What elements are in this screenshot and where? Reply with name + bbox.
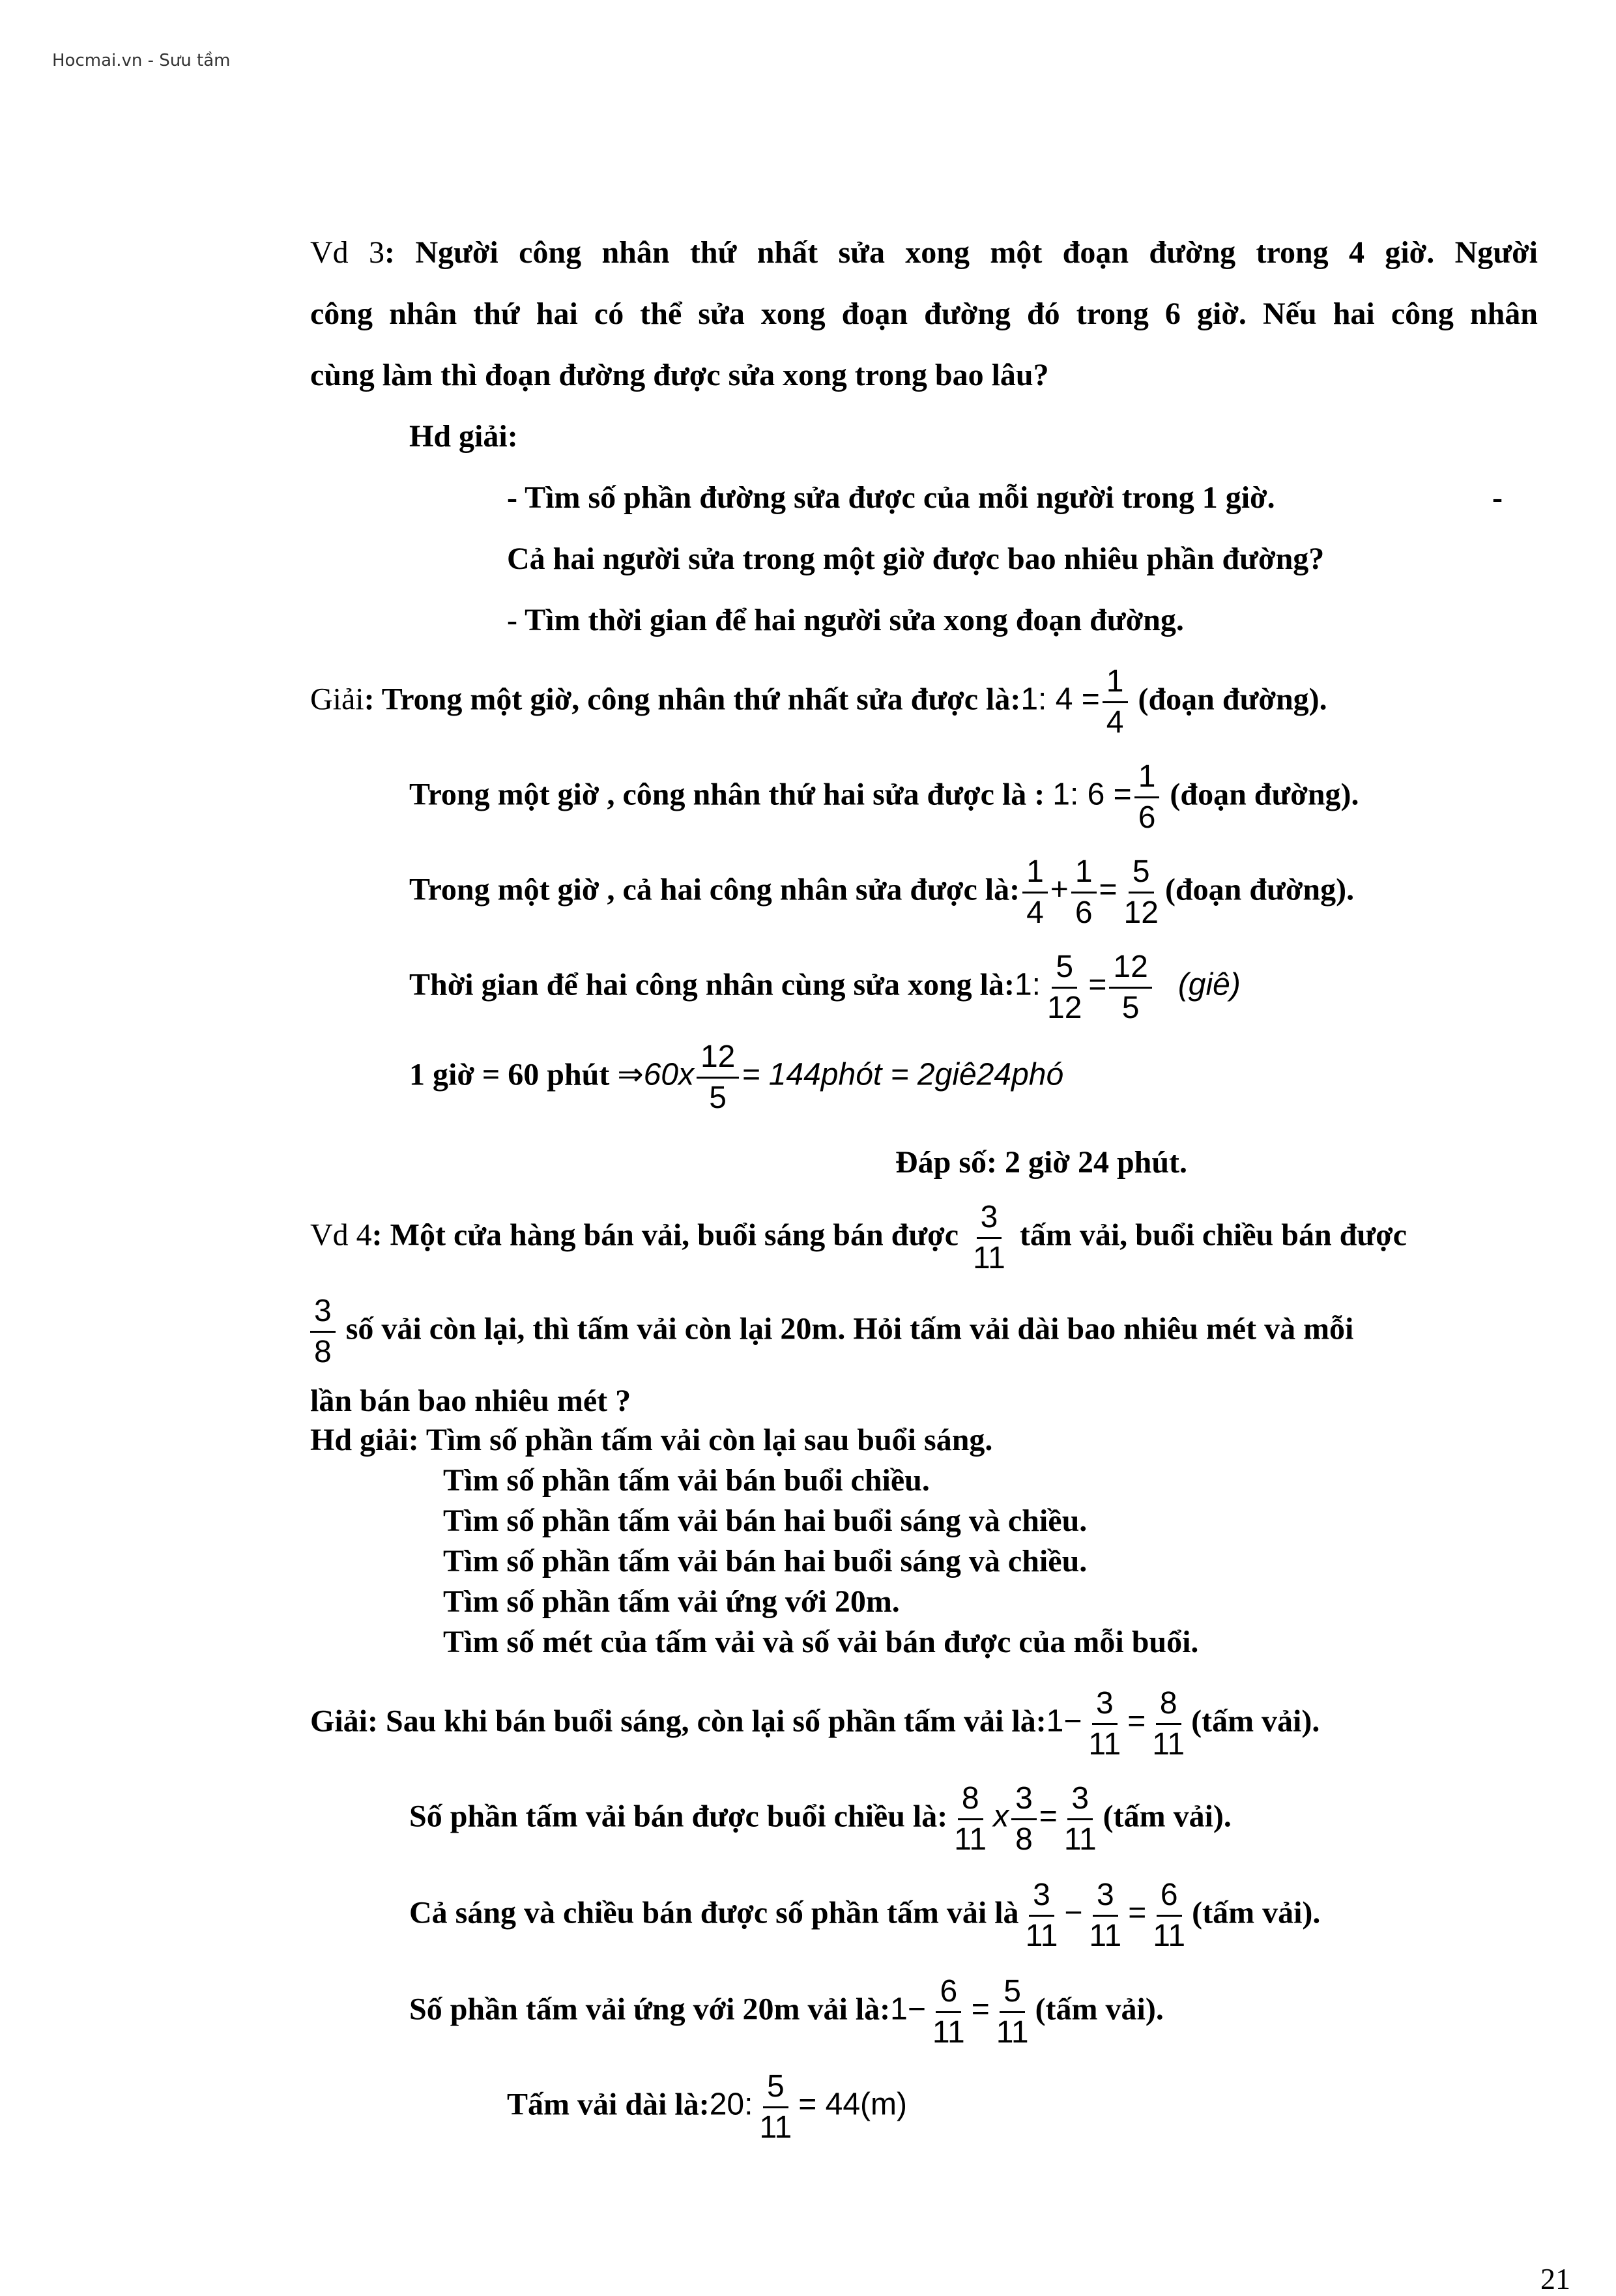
- fraction: $\frac{5}{12}$: [1123, 854, 1159, 930]
- vd3-solution-label: Giải: [310, 682, 364, 717]
- vd3-solution-line-3: Trong một giờ , cả hai công nhân sửa được là: $\frac{1}{4}$ + $\frac{1}{6}$ = $\frac{5}{12}$ (đoạn đường).: [409, 854, 1355, 930]
- unit-label: (đoạn đường).: [1138, 682, 1327, 717]
- vd4-solution-line-2: Số phần tấm vải bán được buổi chiều là: $\frac{8}{11}$ x $\frac{3}{8}$ = $\frac{3}{11}$ (tấm vải).: [409, 1781, 1232, 1857]
- vd4-hint-2: Tìm số phần tấm vải bán buổi chiều.: [443, 1463, 930, 1498]
- vd3-problem-line-1: [310, 237, 1538, 269]
- vd3-solution-line-4: Thời gian để hai công nhân cùng sửa xong là:1: $\frac{5}{12}$ = $\frac{12}{5}$ (giê): [409, 950, 1241, 1025]
- vd4-hint-1: Hd giải: Tìm số phần tấm vải còn lại sau buổi sáng.: [310, 1423, 993, 1457]
- vd3-hint-2: Cả hai người sửa trong một giờ được bao nhiêu phần đường?: [507, 542, 1325, 576]
- vd4-hint-3: Tìm số phần tấm vải bán hai buổi sáng và chiều.: [443, 1504, 1088, 1538]
- fraction: $\frac{12}{5}$: [1109, 950, 1151, 1025]
- fraction: $\frac{3}{11}$: [1088, 1686, 1121, 1762]
- fraction: $\frac{3}{11}$: [1089, 1878, 1122, 1953]
- fraction: $\frac{5}{12}$: [1047, 950, 1082, 1025]
- vd4-problem-line-1: Vd 4: Một cửa hàng bán vải, buổi sáng bán được $\frac{3}{11}$ tấm vải, buổi chiều bán được: [310, 1200, 1407, 1275]
- unit-label: (giê): [1177, 967, 1241, 1002]
- vd3-label: Vd 3: [310, 235, 385, 270]
- vd3-solution-math-1: 1: 4 =: [1020, 682, 1100, 717]
- fraction: $\frac{5}{11}$: [996, 1974, 1029, 2050]
- vd4-problem-line-2: $\frac{3}{8}$ số vải còn lại, thì tấm vải còn lại 20m. Hỏi tấm vải dài bao nhiêu mét và mỗi: [310, 1294, 1353, 1369]
- vd4-hint-5: Tìm số phần tấm vải ứng với 20m.: [443, 1584, 900, 1619]
- vd4-label: Vd 4: [310, 1217, 372, 1253]
- vd3-solution-text-1: : Trong một giờ, công nhân thứ nhất sửa được là:: [364, 682, 1021, 717]
- unit-label: (đoạn đường).: [1170, 777, 1359, 812]
- fraction: $\frac{12}{5}$: [697, 1040, 739, 1115]
- vd4-hint-6: Tìm số mét của tấm vải và số vải bán được của mỗi buổi.: [443, 1625, 1199, 1659]
- vd3-answer: Đáp số: 2 giờ 24 phút.: [895, 1145, 1188, 1180]
- fraction: $\frac{6}{11}$: [1153, 1878, 1186, 1953]
- vd4-solution-line-1: Giải: Sau khi bán buổi sáng, còn lại số phần tấm vải là:1− $\frac{3}{11}$ = $\frac{8}{11}$ (tấm vải).: [310, 1686, 1320, 1762]
- unit-label: (tấm vải).: [1191, 1704, 1320, 1739]
- vd3-solution-line-5: 1 giờ = 60 phút ⇒60x $\frac{12}{5}$ = 144phót = 2giê24phó: [409, 1039, 1064, 1115]
- unit-label: (tấm vải).: [1103, 1799, 1232, 1834]
- vd4-problem-line-3: lần bán bao nhiêu mét ?: [310, 1384, 631, 1418]
- fraction: $\frac{3}{11}$: [1063, 1781, 1097, 1857]
- vd3-hint-title: Hd giải:: [409, 419, 518, 454]
- fraction: $\frac{1}{6}$: [1071, 855, 1097, 930]
- vd3-solution-line-2: Trong một giờ , công nhân thứ hai sửa được là : 1: 6 = $\frac{1}{6}$ (đoạn đường).: [409, 759, 1359, 835]
- fraction: $\frac{1}{4}$: [1103, 665, 1128, 740]
- vd3-hint-1: - Tìm số phần đường sửa được của mỗi người trong 1 giờ.: [507, 480, 1275, 515]
- vd4-solution-line-4: Số phần tấm vải ứng với 20m vải là:1− $\frac{6}{11}$ = $\frac{5}{11}$ (tấm vải).: [409, 1974, 1164, 2050]
- vd3-solution-line-1: [310, 665, 1327, 740]
- vd4-solution-line-3: Cả sáng và chiều bán được số phần tấm vải là $\frac{3}{11}$ − $\frac{3}{11}$ = $\frac{6}{11}$ (tấm vải).: [409, 1878, 1321, 1953]
- vd3-problem-line-3: cùng làm thì đoạn đường được sửa xong trong bao lâu?: [310, 358, 1049, 392]
- page-header: Hocmai.vn - Sưu tầm: [52, 51, 231, 70]
- fraction: $\frac{5}{11}$: [759, 2069, 792, 2145]
- fraction: $\frac{8}{11}$: [1152, 1686, 1185, 1762]
- fraction: $\frac{3}{11}$: [973, 1200, 1005, 1275]
- fraction: $\frac{1}{6}$: [1134, 760, 1160, 835]
- fraction: $\frac{8}{11}$: [954, 1781, 987, 1857]
- fraction: $\frac{6}{11}$: [932, 1974, 965, 2050]
- vd4-hint-4: Tìm số phần tấm vải bán hai buổi sáng và chiều.: [443, 1544, 1088, 1578]
- fraction: $\frac{3}{8}$: [1011, 1782, 1037, 1857]
- unit-label: (tấm vải).: [1035, 1992, 1164, 2027]
- vd3-hint-3: - Tìm thời gian để hai người sửa xong đoạn đường.: [507, 603, 1184, 637]
- vd3-hint-dash: -: [1492, 480, 1503, 515]
- vd4-solution-line-5: Tấm vải dài là:20: $\frac{5}{11}$ = 44(m): [507, 2069, 907, 2145]
- unit-label: (tấm vải).: [1192, 1895, 1321, 1930]
- vd3-problem-line-2: công nhân thứ hai có thể sửa xong đoạn đường đó trong 6 giờ. Nếu hai công nhân: [310, 297, 1538, 331]
- vd3-problem-text-1: : Người công nhân thứ nhất sửa xong một đoạn đường trong 4 giờ. Người: [384, 235, 1538, 270]
- implies-arrow-icon: ⇒: [617, 1057, 644, 1092]
- unit-label: (đoạn đường).: [1164, 872, 1355, 907]
- fraction: $\frac{1}{4}$: [1022, 855, 1048, 930]
- fraction: $\frac{3}{8}$: [310, 1294, 336, 1369]
- page-number: 21: [1540, 2262, 1570, 2295]
- fraction: $\frac{3}{11}$: [1025, 1878, 1058, 1953]
